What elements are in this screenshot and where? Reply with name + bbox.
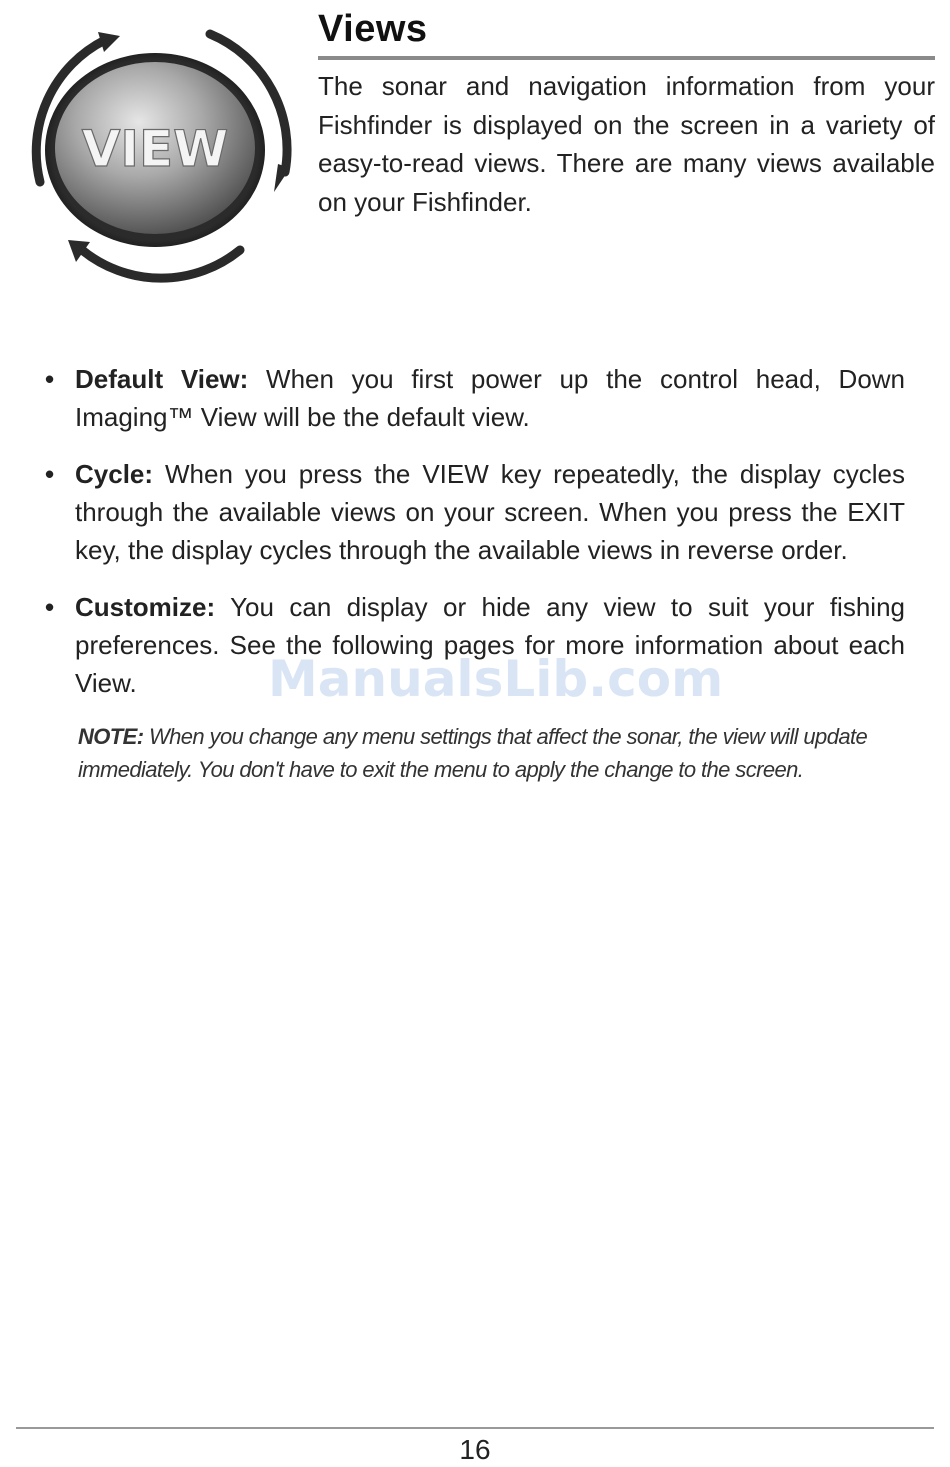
- watermark: ManualsLib.com: [268, 650, 724, 708]
- list-item-term: Customize:: [75, 592, 216, 622]
- footer-divider: [16, 1427, 934, 1429]
- list-item: [40, 360, 905, 436]
- page-number: 16: [459, 1434, 491, 1465]
- bullet-icon: •: [45, 592, 55, 622]
- feature-list: [40, 360, 905, 721]
- list-item-text: You can display or hide any view to suit your fishing preferences. See the following pages for more information about each View.: [75, 592, 905, 698]
- bullet-icon: •: [45, 364, 55, 394]
- intro-paragraph: The sonar and navigation information from your Fishfinder is displayed on the screen in a variety of easy-to-read views. There are many views available on your Fishfinder.: [318, 71, 935, 217]
- title-divider: [318, 56, 935, 60]
- note-text: When you change any menu settings that affect the sonar, the view will update immediately. You don't have to exit the menu to apply the change to the screen.: [78, 724, 868, 782]
- list-item: [40, 455, 905, 569]
- note-paragraph: [78, 720, 898, 786]
- page-title: Views: [318, 8, 428, 50]
- bullet-icon: •: [45, 459, 55, 489]
- view-key-label: VIEW: [81, 120, 229, 178]
- list-item-term: Cycle:: [75, 459, 154, 489]
- list-item: [40, 588, 905, 702]
- list-item-text: When you first power up the control head, Down Imaging™ View will be the default view.: [75, 364, 906, 432]
- list-item-term: Default View:: [75, 364, 249, 394]
- view-key-icon: [20, 22, 295, 287]
- note-label: NOTE:: [78, 724, 144, 749]
- list-item-text: When you press the VIEW key repeatedly, the display cycles through the available views on your screen. When you press the EXIT key, the display cycles through the available views in reverse order.: [75, 459, 905, 565]
